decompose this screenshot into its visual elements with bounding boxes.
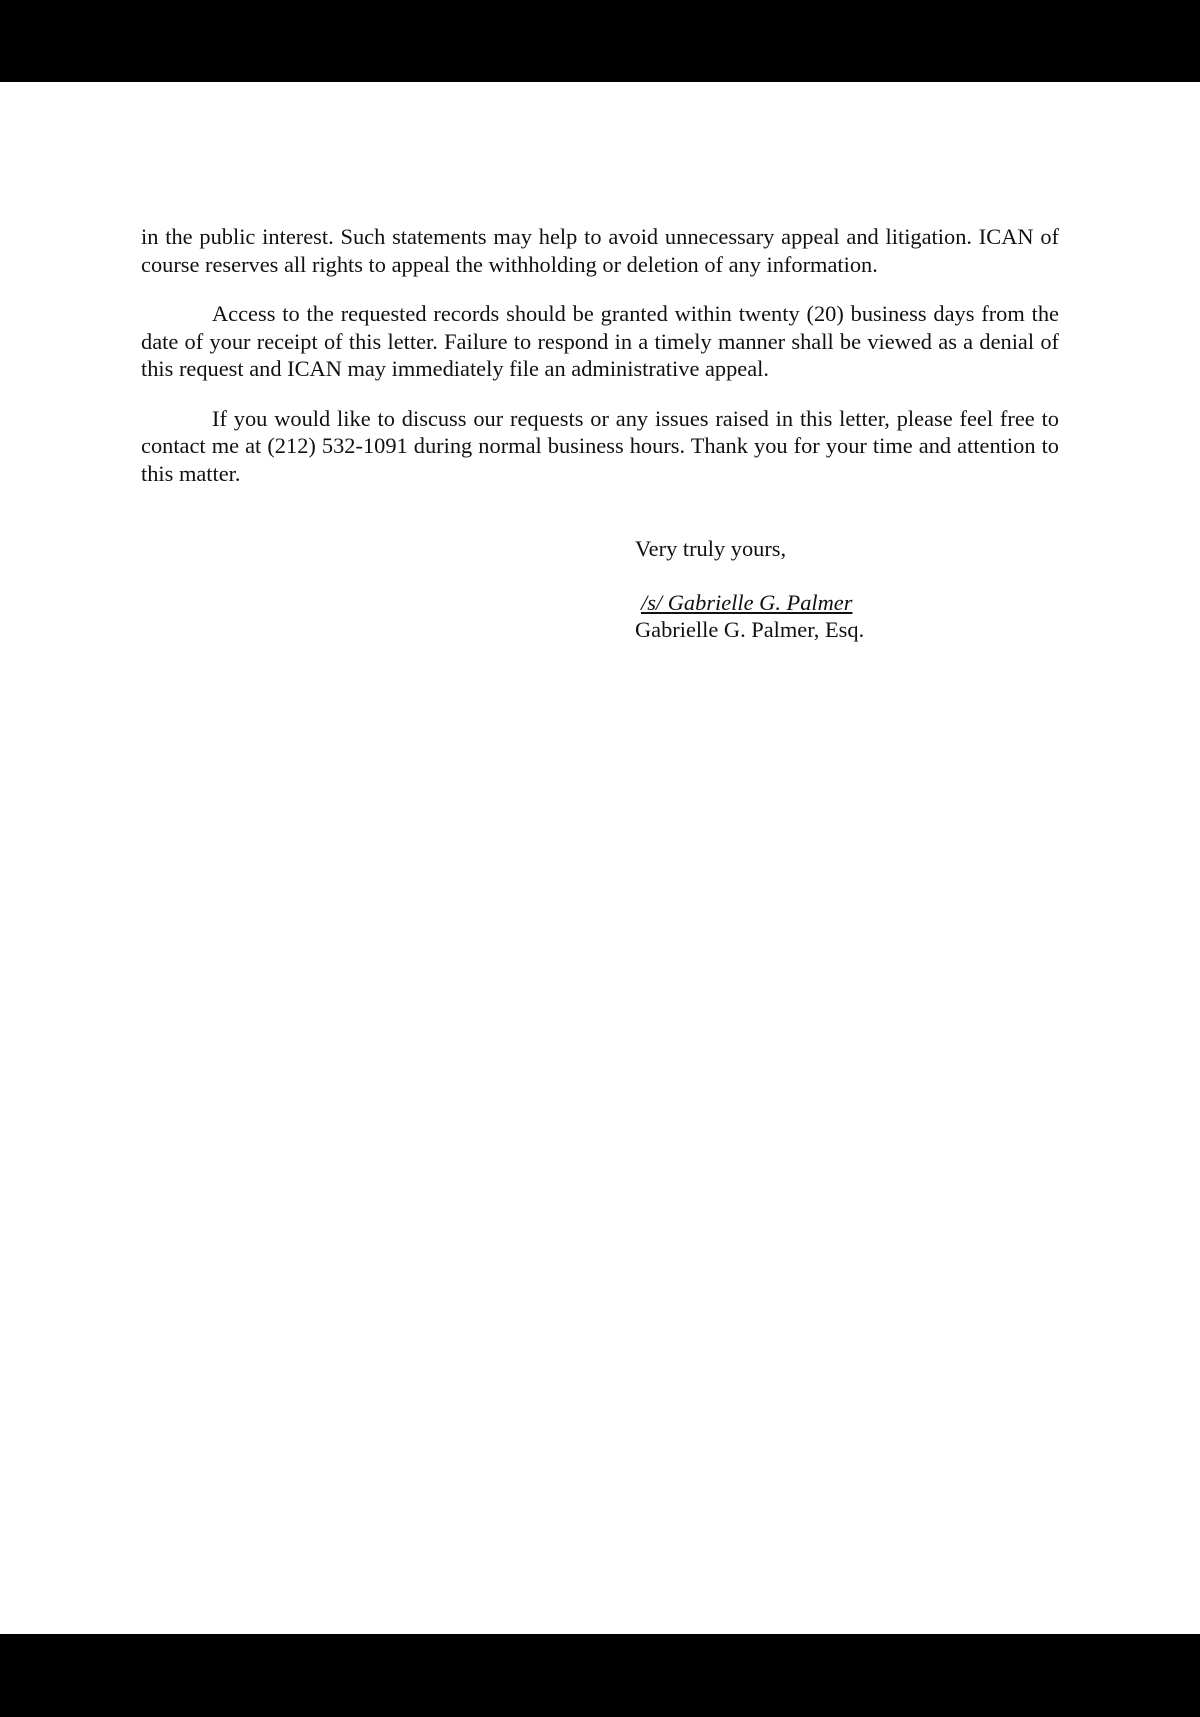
closing-salutation: Very truly yours,	[635, 536, 787, 561]
electronic-signature: /s/ Gabrielle G. Palmer	[641, 589, 853, 615]
paragraph-contact: If you would like to discuss our requests or any issues raised in this letter, please feel free to contact me at (212) 532-1091 during normal business hours. Thank you for your time and attention to this matter.	[141, 405, 1059, 486]
paragraph-access-deadline: Access to the requested records should be granted within twenty (20) business days from the date of your receipt of this letter. Failure to respond in a timely manner shall be viewed as a denial of this request and ICAN may immediately file an administrative appeal.	[141, 301, 1059, 381]
signature-block	[635, 535, 1095, 643]
top-black-bar	[0, 0, 1200, 82]
bottom-black-bar	[0, 1634, 1200, 1717]
document-page	[0, 82, 1200, 1634]
paragraph-public-interest: in the public interest. Such statements may help to avoid unnecessary appeal and litigation. ICAN of course reserves all rights to appeal the withholding or deletion of any information.	[141, 224, 1059, 277]
signer-name: Gabrielle G. Palmer, Esq.	[635, 616, 865, 642]
letter-body	[141, 223, 1059, 509]
